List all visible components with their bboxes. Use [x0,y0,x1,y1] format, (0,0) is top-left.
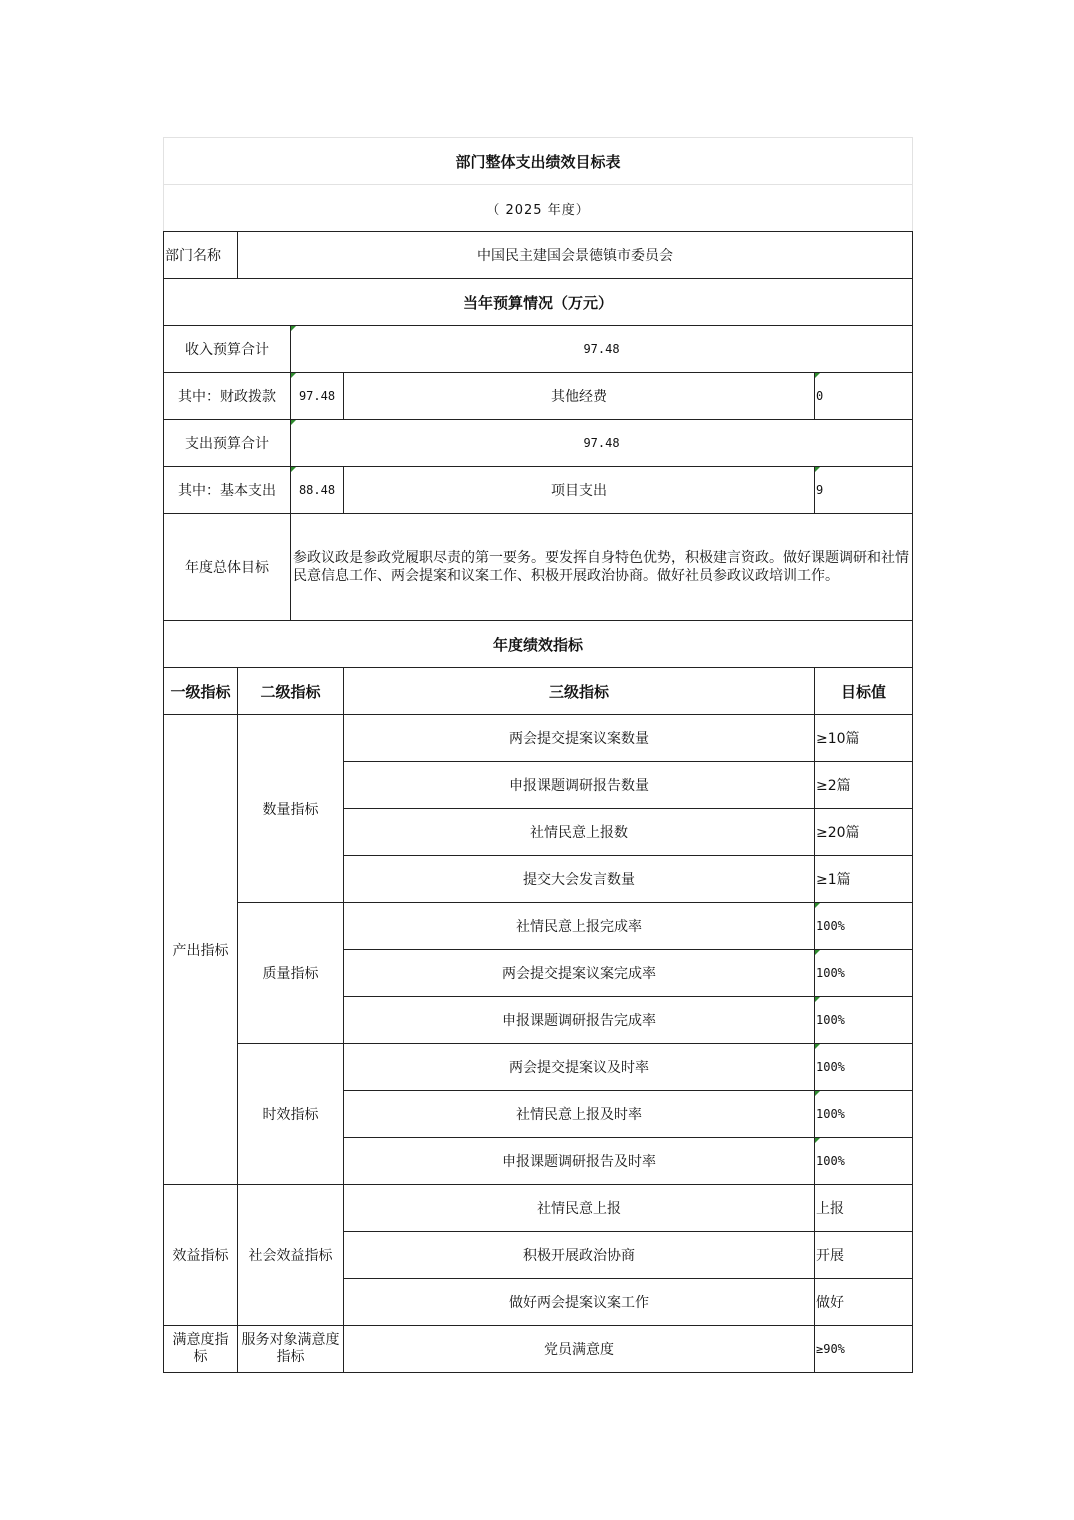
indicator-name: 社情民意上报 [344,1185,815,1232]
indicator-name: 申报课题调研报告数量 [344,762,815,809]
indicator-name: 两会提交提案议案完成率 [344,950,815,997]
indicator-name: 申报课题调研报告完成率 [344,997,815,1044]
indicator-target: ≥20篇 [815,809,913,856]
level2-timeliness: 时效指标 [238,1044,344,1185]
expense-total-label: 支出预算合计 [164,420,291,467]
indicator-target: ≥1篇 [815,856,913,903]
level2-service: 服务对象满意度指标 [238,1326,344,1373]
project-expense-value: 9 [815,467,913,514]
level2-quantity: 数量指标 [238,715,344,903]
header-level3: 三级指标 [344,668,815,715]
indicator-target: 100% [815,997,913,1044]
basic-expense-label: 其中：基本支出 [164,467,291,514]
performance-target-table [163,137,913,1373]
indicator-target: 100% [815,903,913,950]
header-target: 目标值 [815,668,913,715]
level1-satisfaction: 满意度指标 [164,1326,238,1373]
indicator-target: ≥2篇 [815,762,913,809]
indicator-target: 100% [815,950,913,997]
year-label: （ 2025 年度） [164,185,913,232]
indicator-target: 做好 [815,1279,913,1326]
level2-social: 社会效益指标 [238,1185,344,1326]
fiscal-allocation-label: 其中：财政拨款 [164,373,291,420]
indicator-name: 社情民意上报及时率 [344,1091,815,1138]
indicator-target: ≥10篇 [815,715,913,762]
annual-goal-text: 参政议政是参政党履职尽责的第一要务。要发挥自身特色优势，积极建言资政。做好课题调研和社情民意信息工作、两会提案和议案工作、积极开展政治协商。做好社员参政议政培训工作。 [291,514,913,621]
table-title: 部门整体支出绩效目标表 [164,138,913,185]
indicator-name: 积极开展政治协商 [344,1232,815,1279]
income-total-value: 97.48 [291,326,913,373]
header-level1: 一级指标 [164,668,238,715]
indicator-name: 党员满意度 [344,1326,815,1373]
indicator-target: 100% [815,1044,913,1091]
perf-section-heading: 年度绩效指标 [164,621,913,668]
annual-goal-label: 年度总体目标 [164,514,291,621]
income-total-label: 收入预算合计 [164,326,291,373]
basic-expense-value: 88.48 [291,467,344,514]
indicator-target: ≥90% [815,1326,913,1373]
expense-total-value: 97.48 [291,420,913,467]
indicator-name: 两会提交提案议及时率 [344,1044,815,1091]
other-funds-value: 0 [815,373,913,420]
indicator-target: 上报 [815,1185,913,1232]
header-level2: 二级指标 [238,668,344,715]
level1-output: 产出指标 [164,715,238,1185]
indicator-target: 100% [815,1138,913,1185]
performance-target-sheet [163,137,912,1373]
indicator-name: 提交大会发言数量 [344,856,815,903]
indicator-target: 100% [815,1091,913,1138]
level1-benefit: 效益指标 [164,1185,238,1326]
fiscal-allocation-value: 97.48 [291,373,344,420]
indicator-name: 两会提交提案议案数量 [344,715,815,762]
other-funds-label: 其他经费 [344,373,815,420]
indicator-name: 社情民意上报完成率 [344,903,815,950]
indicator-name: 申报课题调研报告及时率 [344,1138,815,1185]
dept-name-value: 中国民主建国会景德镇市委员会 [238,232,913,279]
dept-name-label: 部门名称 [164,232,238,279]
indicator-name: 社情民意上报数 [344,809,815,856]
indicator-name: 做好两会提案议案工作 [344,1279,815,1326]
indicator-target: 开展 [815,1232,913,1279]
budget-section-heading: 当年预算情况（万元） [164,279,913,326]
project-expense-label: 项目支出 [344,467,815,514]
level2-quality: 质量指标 [238,903,344,1044]
